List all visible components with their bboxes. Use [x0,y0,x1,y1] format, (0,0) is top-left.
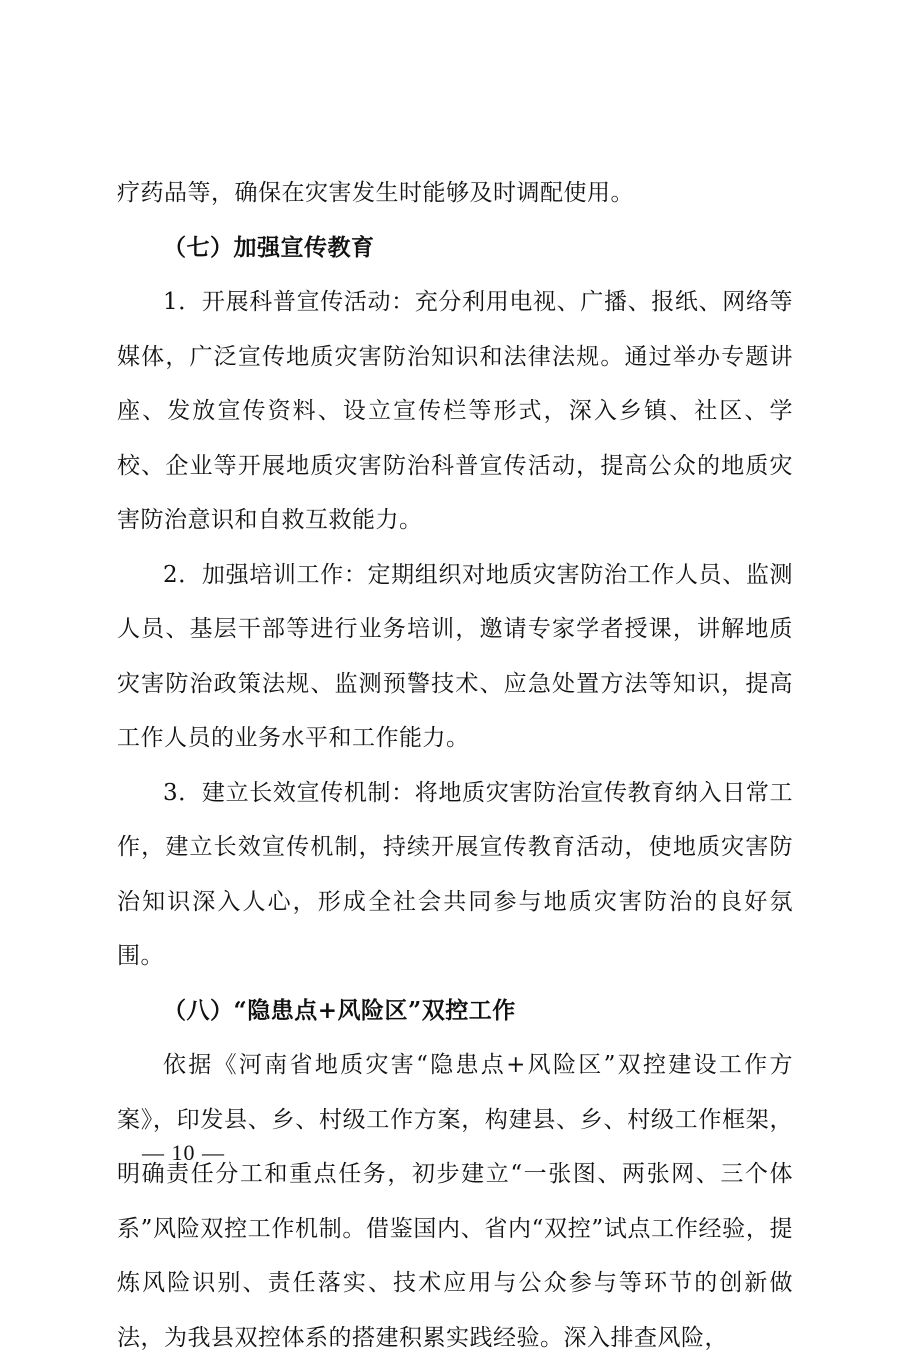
document-body [117,166,793,1365]
paragraph-item-2: 2．加强培训工作：定期组织对地质灾害防治工作人员、监测人员、基层干部等进行业务培训，邀请专家学者授课，讲解地质灾害防治政策法规、监测预警技术、应急处置方法等知识，提高工作人员的业务水平和工作能力。 [117,561,793,751]
paragraph-dual-control: 依据《河南省地质灾害“隐患点+风险区”双控建设工作方案》，印发县、乡、村级工作方案，构建县、乡、村级工作框架，明确责任分工和重点任务，初步建立“一张图、两张网、三个体系”风险双控工作机制。借鉴国内、省内“双控”试点工作经验，提炼风险识别、责任落实、技术应用与公众参与等环节的创新做法，为我县双控体系的搭建积累实践经验。深入排查风险， [117,1052,793,1351]
section-heading-7: （七）加强宣传教育 [163,233,375,261]
paragraph-item-1: 1．开展科普宣传活动：充分利用电视、广播、报纸、网络等媒体，广泛宣传地质灾害防治知识和法律法规。通过举办专题讲座、发放宣传资料、设立宣传栏等形式，深入乡镇、社区、学校、企业等开展地质灾害防治科普宣传活动，提高公众的地质灾害防治意识和自救互救能力。 [117,289,793,533]
page-number: — 10 — [142,1140,225,1165]
paragraph-item-3: 3．建立长效宣传机制：将地质灾害防治宣传教育纳入日常工作，建立长效宣传机制，持续开展宣传教育活动，使地质灾害防治知识深入人心，形成全社会共同参与地质灾害防治的良好氛围。 [117,779,793,969]
paragraph-continuation: 疗药品等，确保在灾害发生时能够及时调配使用。 [117,180,634,206]
section-heading-8: （八）“隐患点+风险区”双控工作 [163,996,516,1024]
